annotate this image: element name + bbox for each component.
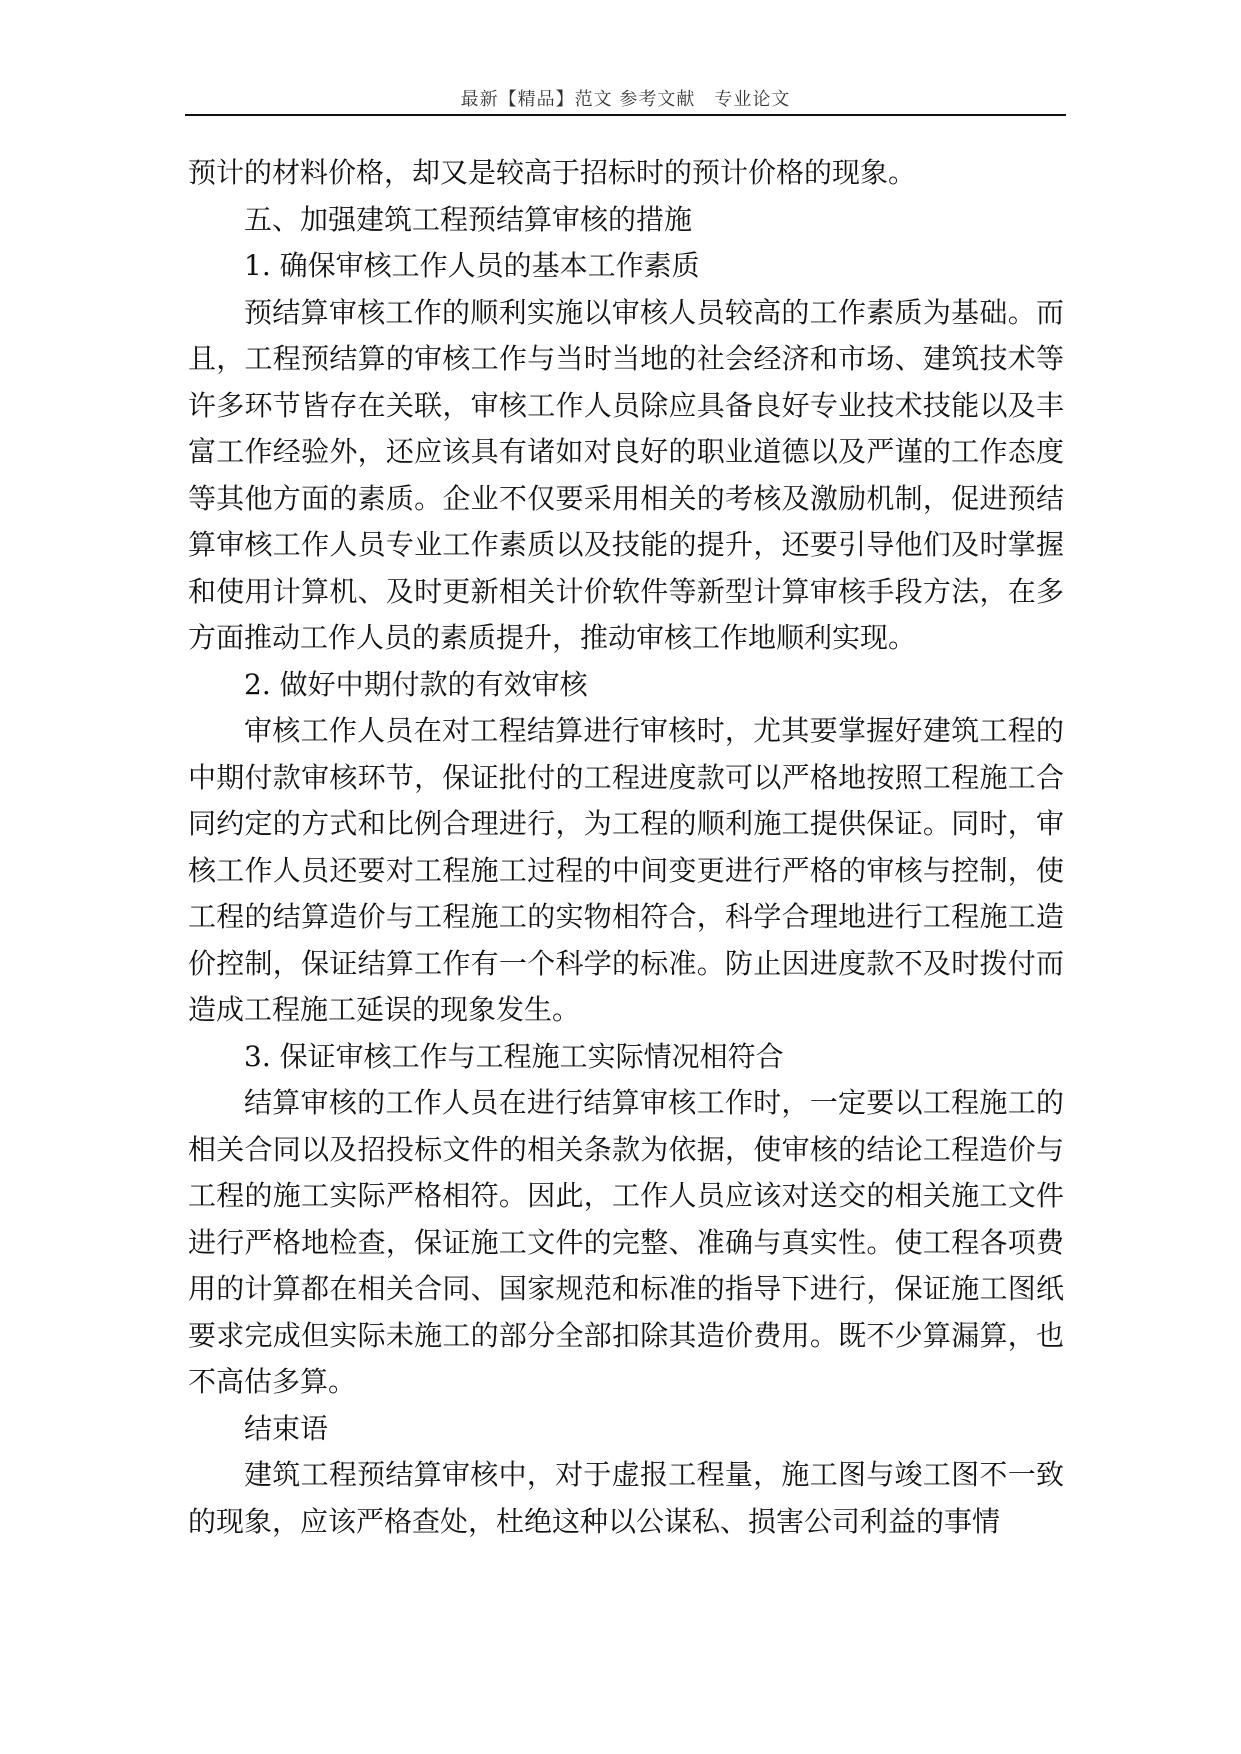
subsection-heading-2: 2. 做好中期付款的有效审核 [244,667,588,701]
body-paragraph: 结算审核的工作人员在进行结算审核工作时，一定要以工程施工的相关合同以及招投标文件的相关条款为依据，使审核的结论工程造价与工程的施工实际严格相符。因此，工作人员应该对送交的相关施工文件进行严格地检查，保证施工文件的完整、准确与真实性。使工程各项费用的计算都在相关合同、国家规范和标准的指导下进行，保证施工图纸要求完成但实际未施工的部分全部扣除其造价费用。既不少算漏算，也不高估多算。 [188,1086,1064,1398]
page-header: 最新【精品】范文 参考文献 专业论文 [460,89,791,110]
body-paragraph: 预结算审核工作的顺利实施以审核人员较高的工作素质为基础。而且，工程预结算的审核工作与当时当地的社会经济和市场、建筑技术等许多环节皆存在关联，审核工作人员除应具备良好专业技术技能以及丰富工作经验外，还应该具有诸如对良好的职业道德以及严谨的工作态度等其他方面的素质。企业不仅要采用相关的考核及激励机制，促进预结算审核工作人员专业工作素质以及技能的提升，还要引导他们及时掌握和使用计算机、及时更新相关计价软件等新型计算审核手段方法，在多方面推动工作人员的素质提升，推动审核工作地顺利实现。 [188,295,1064,654]
body-paragraph: 审核工作人员在对工程结算进行审核时，尤其要掌握好建筑工程的中期付款审核环节，保证批付的工程进度款可以严格地按照工程施工合同约定的方式和比例合理进行，为工程的顺利施工提供保证。同时，审核工作人员还要对工程施工过程的中间变更进行严格的审核与控制，使工程的结算造价与工程施工的实物相符合，科学合理地进行工程施工造价控制，保证结算工作有一个科学的标准。防止因进度款不及时拨付而造成工程施工延误的现象发生。 [188,714,1064,1026]
body-paragraph: 建筑工程预结算审核中，对于虚报工程量，施工图与竣工图不一致的现象，应该严格查处，杜绝这种以公谋私、损害公司利益的事情 [188,1458,1064,1538]
section-heading: 五、加强建筑工程预结算审核的措施 [244,202,693,236]
document-body [188,150,1064,1545]
subsection-heading-1: 1. 确保审核工作人员的基本工作素质 [244,249,700,282]
paragraph-continuation: 预计的材料价格，却又是较高于招标时的预计价格的现象。 [188,156,917,189]
conclusion-heading: 结束语 [244,1411,329,1445]
header-rule [185,114,1066,116]
subsection-heading-3: 3. 保证审核工作与工程施工实际情况相符合 [244,1039,784,1073]
